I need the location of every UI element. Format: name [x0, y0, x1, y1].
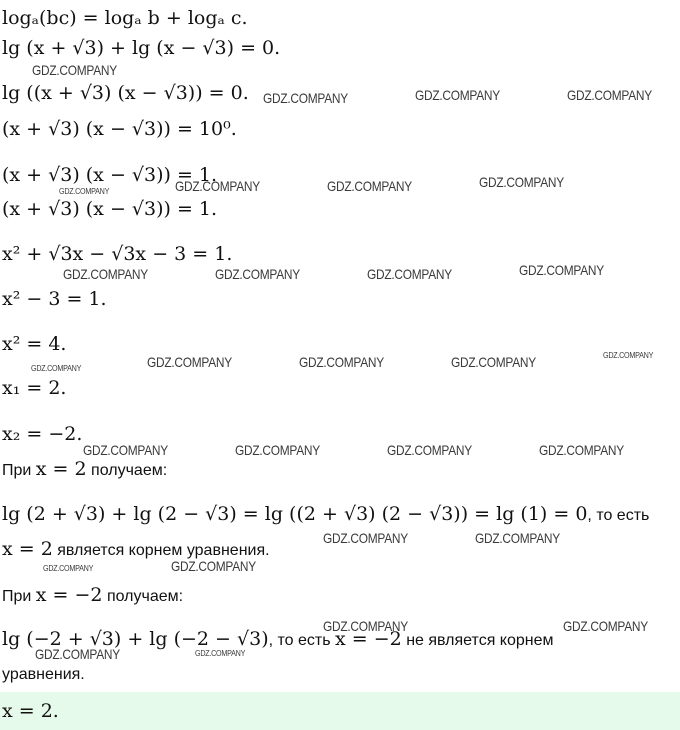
watermark: GDZ.COMPANY: [35, 646, 120, 662]
watermark: GDZ.COMPANY: [59, 187, 110, 196]
check-xm2-prefix: При: [2, 588, 36, 605]
formula-line-9: x² = 4.: [2, 333, 67, 355]
watermark: GDZ.COMPANY: [299, 354, 384, 370]
watermark: GDZ.COMPANY: [171, 558, 256, 574]
formula-line-7: x² + √3x − √3x − 3 = 1.: [2, 243, 233, 265]
formula-line-6: (x + √3) (x − √3)) = 1.: [2, 198, 218, 220]
watermark: GDZ.COMPANY: [323, 530, 408, 546]
check-x2-expression-line: [2, 502, 649, 528]
watermark: GDZ.COMPANY: [479, 174, 564, 190]
check-x2-expression: lg (2 + √3) + lg (2 − √3) = lg ((2 + √3) (2 − √3)) = lg (1) = 0: [2, 503, 588, 525]
final-answer: x = 2.: [2, 700, 59, 722]
formula-line-3: lg ((x + √3) (x − √3)) = 0.: [2, 82, 249, 104]
watermark: GDZ.COMPANY: [195, 649, 246, 658]
watermark: GDZ.COMPANY: [263, 90, 348, 106]
check-xm2-conclusion: уравнения.: [2, 666, 85, 683]
watermark: GDZ.COMPANY: [539, 442, 624, 458]
check-x2-heading: [2, 458, 167, 482]
watermark: GDZ.COMPANY: [175, 178, 260, 194]
check-x2-conclusion-math: x = 2: [2, 538, 53, 560]
check-xm2-suffix: получаем:: [102, 588, 184, 605]
watermark: GDZ.COMPANY: [83, 442, 168, 458]
check-xm2-heading: [2, 584, 183, 608]
formula-line-1: logₐ(bc) = logₐ b + logₐ c.: [2, 7, 248, 29]
formula-line-11: x₂ = −2.: [2, 423, 83, 445]
watermark: GDZ.COMPANY: [387, 442, 472, 458]
check-x2-prefix: При: [2, 462, 36, 479]
formula-line-4: (x + √3) (x − √3)) = 10⁰.: [2, 118, 237, 140]
watermark: GDZ.COMPANY: [323, 618, 408, 634]
check-x2-conclusion-text: является корнем уравнения.: [52, 542, 270, 559]
check-xm2-math: x = −2: [35, 584, 103, 606]
check-xm2-tail2: не является корнем: [401, 632, 554, 649]
watermark: GDZ.COMPANY: [603, 351, 654, 360]
check-x2-math: x = 2: [35, 458, 87, 480]
formula-line-10: x₁ = 2.: [2, 377, 67, 399]
watermark: GDZ.COMPANY: [215, 266, 300, 282]
answer-band: [0, 692, 680, 730]
check-x2-suffix: получаем:: [86, 462, 168, 479]
check-xm2-expression: lg (−2 + √3) + lg (−2 − √3): [2, 628, 269, 650]
watermark: GDZ.COMPANY: [475, 530, 560, 546]
watermark: GDZ.COMPANY: [147, 354, 232, 370]
watermark: GDZ.COMPANY: [519, 262, 604, 278]
watermark: GDZ.COMPANY: [563, 618, 648, 634]
formula-line-2: lg (x + √3) + lg (x − √3) = 0.: [2, 37, 281, 59]
watermark: GDZ.COMPANY: [327, 178, 412, 194]
watermark: GDZ.COMPANY: [451, 354, 536, 370]
watermark: GDZ.COMPANY: [63, 266, 148, 282]
watermark: GDZ.COMPANY: [43, 564, 94, 573]
watermark: GDZ.COMPANY: [367, 266, 452, 282]
formula-line-5: (x + √3) (x − √3)) = 1.: [2, 164, 218, 186]
check-xm2-tail1: , то есть: [268, 632, 336, 649]
formula-line-8: x² − 3 = 1.: [2, 288, 107, 310]
watermark: GDZ.COMPANY: [31, 364, 82, 373]
watermark: GDZ.COMPANY: [32, 62, 117, 78]
check-x2-tail: , то есть: [587, 507, 650, 524]
watermark: GDZ.COMPANY: [235, 442, 320, 458]
check-xm2-tail-math: x = −2: [335, 628, 402, 650]
watermark: GDZ.COMPANY: [415, 87, 500, 103]
watermark: GDZ.COMPANY: [567, 87, 652, 103]
